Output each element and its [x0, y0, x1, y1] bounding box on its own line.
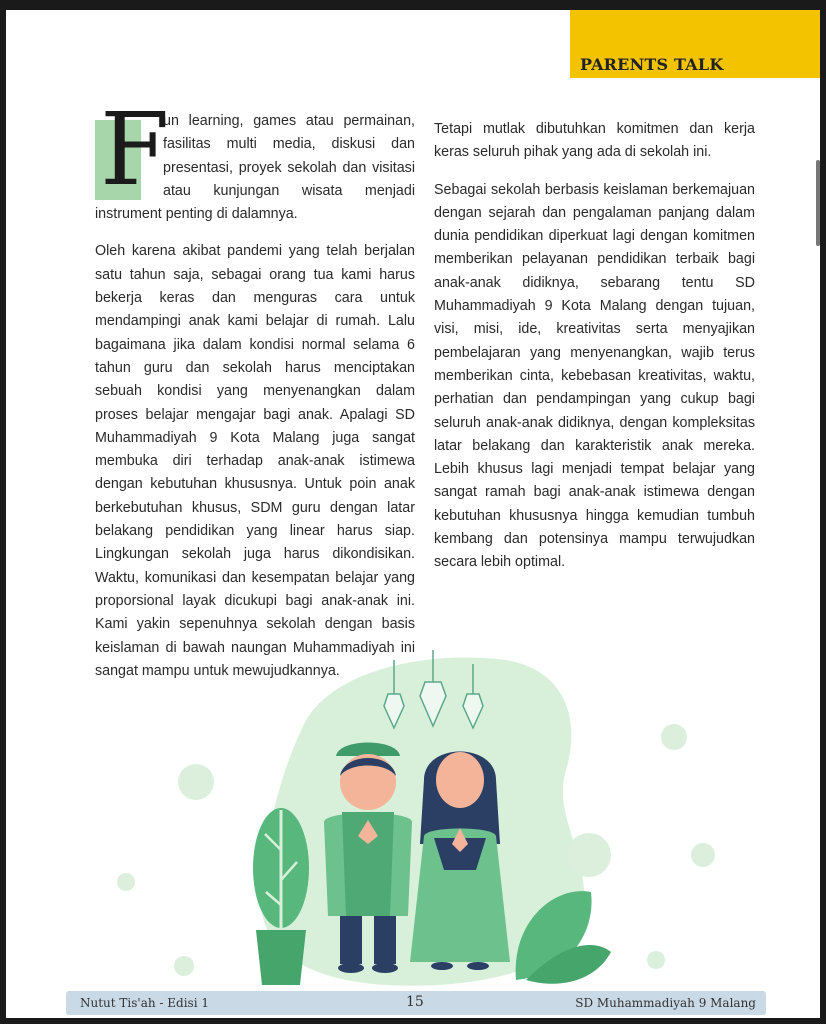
section-tag [570, 10, 820, 78]
article-paragraph: Sebagai sekolah berbasis keislaman berkemajuan dengan sejarah dan pengalaman panjang dalam dunia pendidikan diperkuat lagi dengan komitmen memberikan pelayanan pendidikan terbaik bagi anak-anak didiknya, sebarang tentu SD Muhammadiyah 9 Kota Malang dengan tujuan, visi, misi, ide, kreativitas serta menyajikan pembelajaran yang menyenangkan, wajib terus memberikan cinta, kebebasan kreativitas, waktu, perhatian dan pendampingan yang cukup bagi seluruh anak-anak didiknya, dengan kompleksitas latar belakang dan karakteristik anak mereka. Lebih khusus lagi menjadi tempat belajar yang sangat ramah bagi anak-anak istimewa dengan kebutuhan khususnya hingga kemudian tumbuh kembang dan potensinya mampu terwujudkan secara lebih optimal. [434, 181, 755, 571]
paragraph-text: un learning, games atau permainan, fasilitas multi media, diskusi dan presentasi, proyek sekolah dan visitasi atau kunjungan wisata menjadi instrument penting di dalamnya. [95, 113, 415, 223]
article-paragraph: Oleh karena akibat pandemi yang telah berjalan satu tahun saja, sebagai orang tua kami harus bekerja keras dan menguras cara untuk mendampingi anak kami belajar di rumah. Lalu bagaimana jika dalam kondisi normal selama 6 tahun guru dan sekolah harus menciptakan sebuah kondisi yang menyenangkan dalam proses belajar mengajar bagi anak. Apalagi SD Muhammadiyah 9 Kota Malang juga sangat membuka diri terhadap anak-anak istimewa dengan kebutuhan khususnya. Untuk poin anak berkebutuhan khusus, SDM guru dengan latar belakang pendidikan yang linear harus siap. Lingkungan sekolah juga harus dikondisikan. Waktu, komunikasi dan kesempatan belajar yang proporsional layak dicukupi bagi anak-anak ini. Kami yakin sepenuhnya sekolah dengan basis keislaman di bawah naungan Muhammadiyah ini sangat mampu untuk mewujudkannya. [95, 243, 415, 679]
tree-icon [253, 808, 309, 985]
article-paragraph: Tetapi mutlak dibutuhkan komitmen dan kerja keras seluruh pihak yang ada di sekolah ini. [434, 121, 755, 161]
footer-school: SD Muhammadiyah 9 Malang [575, 996, 756, 1010]
decor-dot [691, 843, 715, 867]
decor-dot [178, 764, 214, 800]
article-paragraph [95, 91, 415, 226]
dropcap [95, 91, 170, 208]
girl-figure [410, 752, 510, 971]
decor-dot [661, 724, 687, 750]
dropcap-letter: F [100, 91, 170, 208]
magazine-page [6, 10, 820, 1018]
article-right-column [434, 118, 755, 575]
scrollbar[interactable] [816, 160, 820, 246]
footer-publication: Nutut Tis'ah - Edisi 1 [80, 996, 210, 1010]
decor-dot [567, 833, 611, 877]
decor-dot [117, 873, 135, 891]
article-left-column [95, 91, 415, 683]
section-title: PARENTS TALK [580, 55, 724, 74]
decor-dot [174, 956, 194, 976]
ramadan-kids-illustration [6, 630, 820, 1000]
page-footer [66, 991, 766, 1015]
decor-dot [647, 951, 665, 969]
page-number: 15 [406, 994, 424, 1010]
